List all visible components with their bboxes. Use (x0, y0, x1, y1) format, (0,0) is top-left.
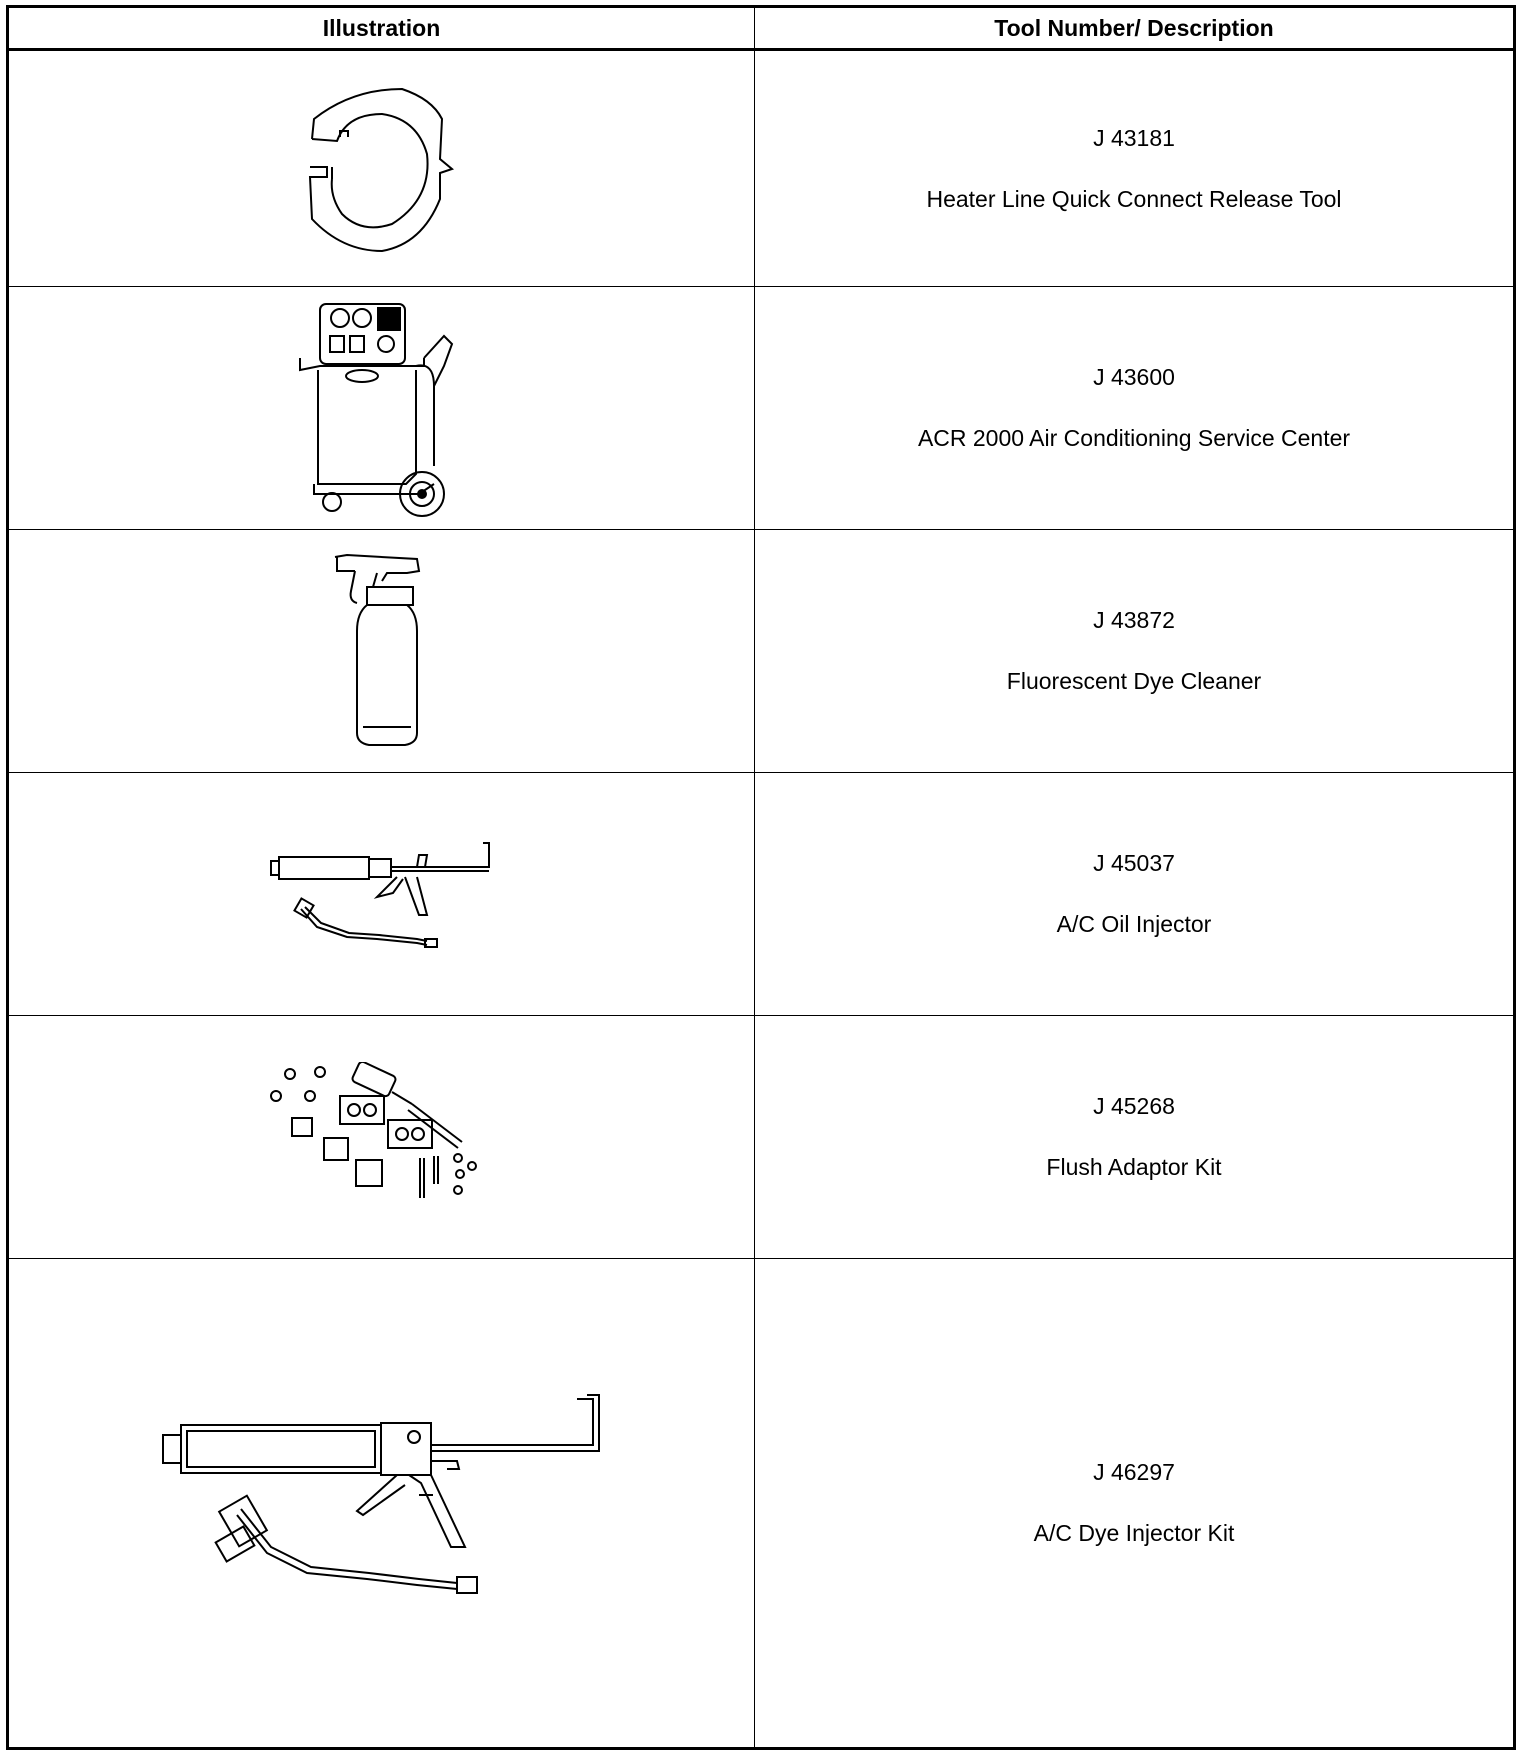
description-cell (755, 530, 1513, 772)
description-cell (755, 773, 1513, 1015)
table-row (9, 51, 1513, 287)
tool-description: Flush Adaptor Kit (1046, 1154, 1222, 1180)
tool-description: Heater Line Quick Connect Release Tool (926, 185, 1342, 212)
tool-number: J 43872 (1093, 607, 1175, 633)
table-row (9, 1016, 1513, 1259)
header-description: Tool Number/ Description (994, 14, 1274, 41)
illustration-cell (9, 773, 754, 1015)
tool-description: A/C Dye Injector Kit (1033, 1520, 1235, 1546)
illustration-cell (9, 1016, 754, 1258)
description-cell (755, 1259, 1513, 1747)
illustration-cell (9, 51, 754, 286)
flush-adaptor-kit-icon (262, 1062, 502, 1212)
table-row (9, 773, 1513, 1016)
illustration-cell (9, 530, 754, 772)
dye-injector-kit-icon (157, 1393, 607, 1613)
tool-description: A/C Oil Injector (1056, 911, 1212, 937)
table-header (9, 8, 1513, 51)
header-illustration: Illustration (322, 14, 441, 41)
oil-injector-icon (267, 837, 497, 952)
tool-number: J 45037 (1093, 850, 1175, 876)
quick-connect-release-tool-icon (292, 79, 472, 259)
description-cell (755, 287, 1513, 529)
tool-table (6, 5, 1516, 1750)
table-row (9, 1259, 1513, 1747)
tool-number: J 43600 (1093, 364, 1175, 390)
tool-description: ACR 2000 Air Conditioning Service Center (917, 425, 1351, 451)
description-cell (755, 51, 1513, 286)
tool-description: Fluorescent Dye Cleaner (1006, 668, 1262, 694)
tool-number: J 45268 (1093, 1093, 1175, 1119)
illustration-cell (9, 287, 754, 529)
table-row (9, 530, 1513, 773)
tool-number: J 43181 (1093, 124, 1175, 151)
spray-bottle-icon (327, 551, 437, 751)
table-row (9, 287, 1513, 530)
description-cell (755, 1016, 1513, 1258)
ac-service-center-icon (294, 296, 469, 521)
tool-number: J 46297 (1093, 1459, 1175, 1485)
illustration-cell (9, 1259, 754, 1747)
